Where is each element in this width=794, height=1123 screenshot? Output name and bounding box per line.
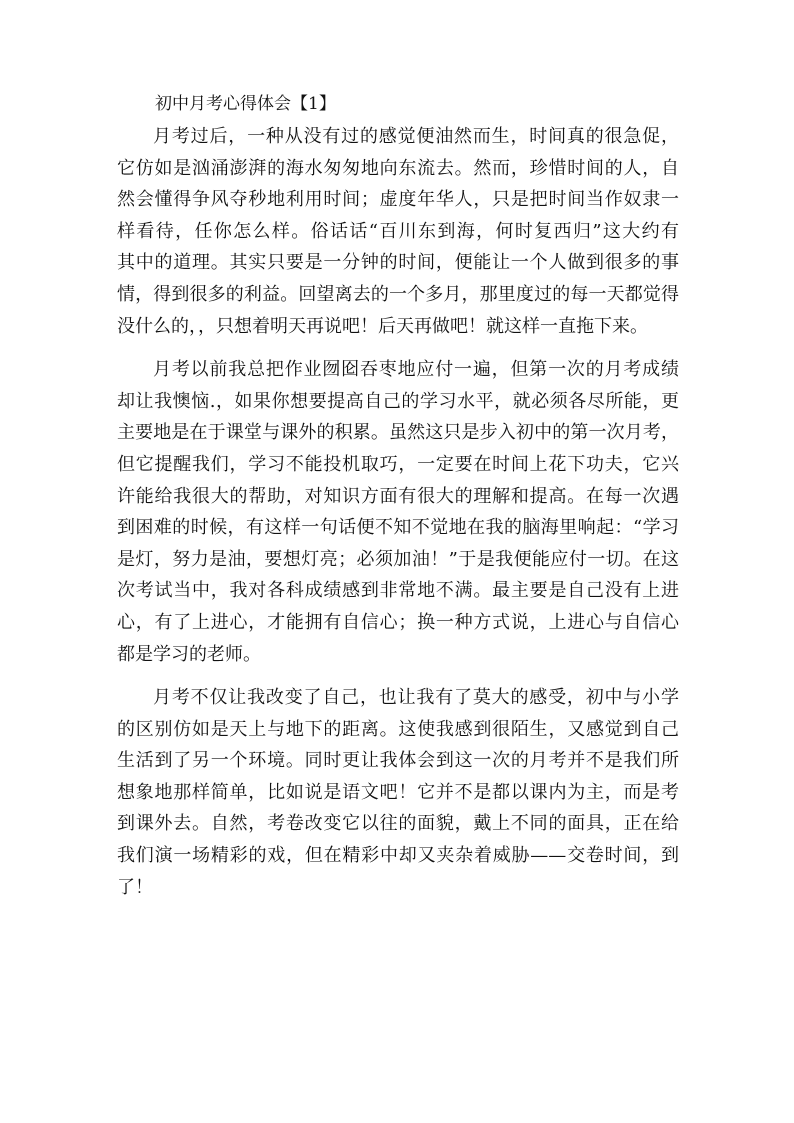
- paragraph-line: 情，得到很多的利益。回望离去的一个多月，那里度过的每一天都觉得: [117, 283, 679, 305]
- paragraph-line: 却让我懊恼.，如果你想要提高自己的学习水平，就必须各尽所能，更: [117, 390, 679, 412]
- paragraph-line: 主要地是在于课堂与课外的积累。虽然这只是步入初中的第一次月考，: [117, 422, 679, 444]
- paragraph-line: 了！: [117, 876, 153, 898]
- paragraph-line: 样看待，任你怎么样。俗话话“百川东到海，何时复西归”这大约有: [117, 220, 679, 242]
- paragraph-line: 月考过后，一种从没有过的感觉便油然而生，时间真的很急促，: [153, 126, 679, 147]
- paragraph-line: 生活到了另一个环境。同时更让我体会到这一次的月考并不是我们所: [117, 750, 679, 772]
- paragraph-1: [117, 121, 679, 342]
- paragraph-line: 它仿如是汹涌澎湃的海水匆匆地向东流去。然而，珍惜时间的人，自: [117, 157, 679, 179]
- paragraph-line: 心，有了上进心，才能拥有自信心；换一种方式说，上进心与自信心: [117, 611, 679, 633]
- paragraph-line: 许能给我很大的帮助，对知识方面有很大的理解和提高。在每一次遇: [117, 485, 679, 507]
- paragraph-line: 没什么的，，只想着明天再说吧！后天再做吧！就这样一直拖下来。: [117, 315, 648, 337]
- paragraph-3: [117, 682, 679, 903]
- paragraph-line: 我们演一场精彩的戏，但在精彩中却又夹杂着威胁——交卷时间，到: [117, 845, 679, 867]
- paragraph-line: 到困难的时候，有这样一句话便不知不觉地在我的脑海里响起：“学习: [117, 517, 679, 539]
- paragraph-line: 到课外去。自然，考卷改变它以往的面貌，戴上不同的面具，正在给: [117, 813, 679, 835]
- paragraph-line: 想象地那样简单，比如说是语文吧！它并不是都以课内为主，而是考: [117, 781, 679, 803]
- paragraph-2: [117, 354, 679, 670]
- paragraph-line: 是灯，努力是油，要想灯亮；必须加油！”于是我便能应付一切。在这: [117, 548, 679, 570]
- paragraph-line: 其中的道理。其实只要是一分钟的时间，便能让一个人做到很多的事: [117, 252, 679, 274]
- document-page: [117, 92, 679, 915]
- document-title: 初中月考心得体会【1】: [155, 94, 336, 114]
- paragraph-line: 月考以前我总把作业囫囵吞枣地应付一遍，但第一次的月考成绩: [153, 359, 679, 381]
- paragraph-line: 但它提醒我们，学习不能投机取巧，一定要在时间上花下功夫，它兴: [117, 453, 679, 475]
- paragraph-line: 然会懂得争风夺秒地利用时间；虚度年华人，只是把时间当作奴隶一: [117, 189, 679, 211]
- paragraph-line: 都是学习的老师。: [117, 643, 261, 665]
- paragraph-line: 月考不仅让我改变了自己，也让我有了莫大的感受，初中与小学: [153, 687, 679, 709]
- paragraph-line: 的区别仿如是天上与地下的距离。这使我感到很陌生，又感觉到自己: [117, 718, 679, 740]
- paragraph-line: 次考试当中，我对各科成绩感到非常地不满。最主要是自己没有上进: [117, 580, 679, 602]
